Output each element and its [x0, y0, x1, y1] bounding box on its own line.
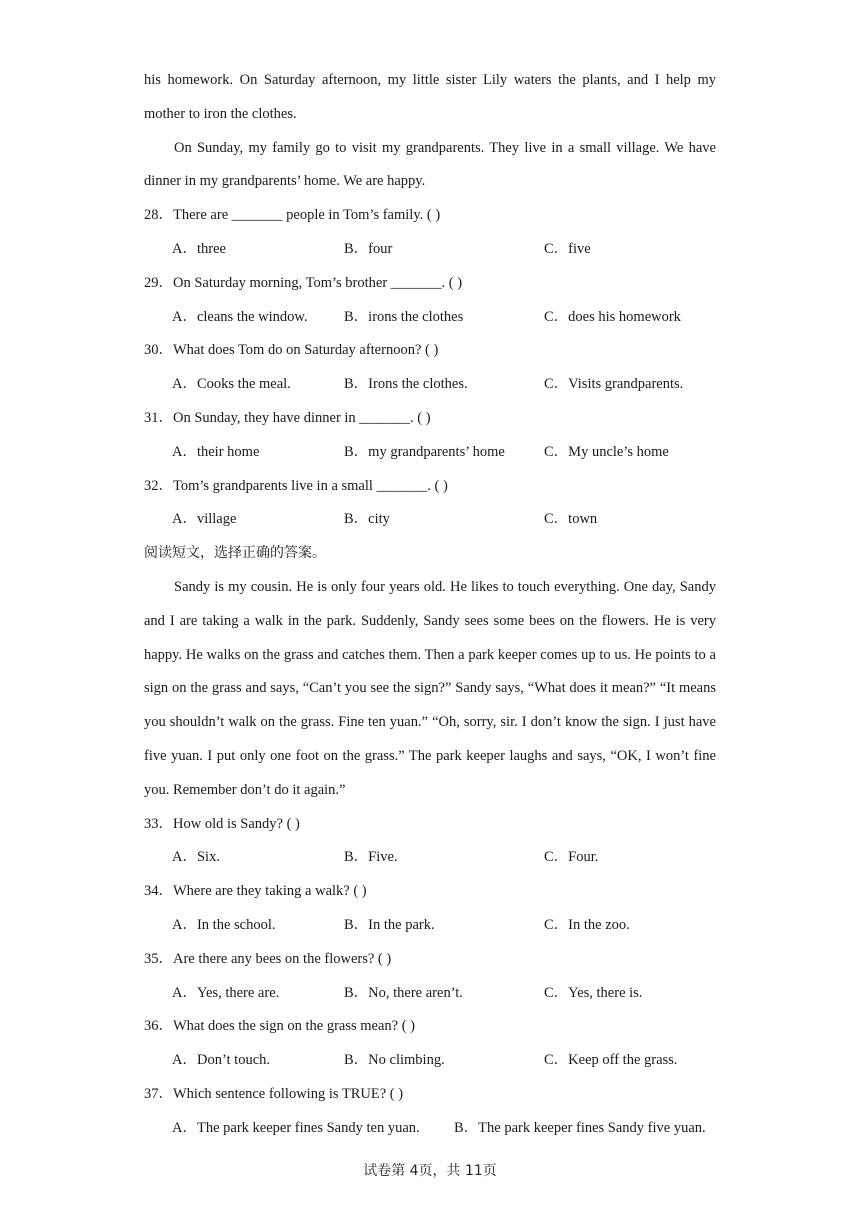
section-2-instruction: 阅读短文，选择正确的答案。 [144, 545, 326, 562]
options-28 [144, 233, 716, 267]
question-30: 30．What does Tom do on Saturday afternoon? ( ) [144, 342, 439, 359]
option-31-c[interactable]: C．My uncle’s home [544, 443, 669, 460]
option-30-c[interactable]: C．Visits grandparents. [544, 376, 684, 393]
options-36 [144, 1044, 716, 1078]
options-37 [144, 1112, 716, 1146]
option-33-a[interactable]: A．Six. [172, 849, 220, 866]
question-32: 32．Tom’s grandparents live in a small _______. ( ) [144, 477, 448, 494]
passage1-paragraph-1: his homework. On Saturday afternoon, my little sister Lily waters the plants, and I help my mother to iron the clothes. [144, 72, 716, 122]
option-37-b[interactable]: B．The park keeper fines Sandy five yuan. [454, 1119, 706, 1136]
option-31-b[interactable]: B．my grandparents’ home [344, 443, 505, 460]
option-33-b[interactable]: B．Five. [344, 849, 398, 866]
question-36: 36．What does the sign on the grass mean? ( ) [144, 1018, 415, 1035]
option-35-c[interactable]: C．Yes, there is. [544, 984, 643, 1001]
page-footer: 试卷第 4页，共 11页 [363, 1163, 497, 1179]
options-32 [144, 503, 716, 537]
question-35: 35．Are there any bees on the flowers? ( ) [144, 950, 392, 967]
option-36-b[interactable]: B．No climbing. [344, 1052, 445, 1069]
option-34-c[interactable]: C．In the zoo. [544, 916, 630, 933]
option-32-b[interactable]: B．city [344, 511, 390, 528]
option-36-c[interactable]: C．Keep off the grass. [544, 1052, 678, 1069]
option-28-c[interactable]: C．five [544, 240, 591, 257]
options-35 [144, 977, 716, 1011]
question-29: 29．On Saturday morning, Tom’s brother _______. ( ) [144, 274, 463, 291]
options-31 [144, 436, 716, 470]
option-35-a[interactable]: A．Yes, there are. [172, 984, 280, 1001]
options-29 [144, 301, 716, 335]
options-30 [144, 368, 716, 402]
option-37-a[interactable]: A．The park keeper fines Sandy ten yuan. [172, 1119, 420, 1136]
option-34-a[interactable]: A．In the school. [172, 916, 276, 933]
option-34-b[interactable]: B．In the park. [344, 916, 435, 933]
options-34 [144, 909, 716, 943]
option-35-b[interactable]: B．No, there aren’t. [344, 984, 463, 1001]
passage1-paragraph-2: On Sunday, my family go to visit my grandparents. They live in a small village. We have dinner in my grandparents’ home. We are happy. [144, 139, 716, 190]
option-28-b[interactable]: B．four [344, 240, 393, 257]
options-33 [144, 841, 716, 875]
question-33: 33．How old is Sandy? ( ) [144, 815, 300, 832]
option-30-b[interactable]: B．Irons the clothes. [344, 376, 468, 393]
option-32-a[interactable]: A．village [172, 511, 237, 528]
question-31: 31．On Sunday, they have dinner in _______. ( ) [144, 409, 431, 426]
option-30-a[interactable]: A．Cooks the meal. [172, 376, 291, 393]
option-36-a[interactable]: A．Don’t touch. [172, 1052, 271, 1069]
question-28: 28．There are _______ people in Tom’s family. ( ) [144, 207, 441, 224]
option-29-c[interactable]: C．does his homework [544, 308, 681, 325]
option-28-a[interactable]: A．three [172, 240, 226, 257]
option-31-a[interactable]: A．their home [172, 443, 260, 460]
option-32-c[interactable]: C．town [544, 511, 598, 528]
passage2-paragraph: Sandy is my cousin. He is only four years old. He likes to touch everything. One day, Sandy and I are taking a walk in the park. Suddenly, Sandy sees some bees on the flowers. He is very happy. He walks on the grass and catches them. Then a park keeper comes up to us. He points to a sign on the grass and says, “Can’t you see the sign?” Sandy says, “What does it mean?” “It means you shouldn’t walk on the grass. Fine ten yuan.” “Oh, sorry, sir. I don’t know the sign. I just have five yuan. I put only one foot on the grass.” The park keeper laughs and says, “OK, I won’t fine you. Remember don’t do it again.” [144, 578, 716, 798]
option-29-b[interactable]: B．irons the clothes [344, 308, 464, 325]
option-29-a[interactable]: A．cleans the window. [172, 308, 308, 325]
question-37: 37．Which sentence following is TRUE? ( ) [144, 1085, 404, 1102]
question-34: 34．Where are they taking a walk? ( ) [144, 883, 367, 900]
option-33-c[interactable]: C．Four. [544, 849, 599, 866]
exam-page [144, 64, 716, 1146]
